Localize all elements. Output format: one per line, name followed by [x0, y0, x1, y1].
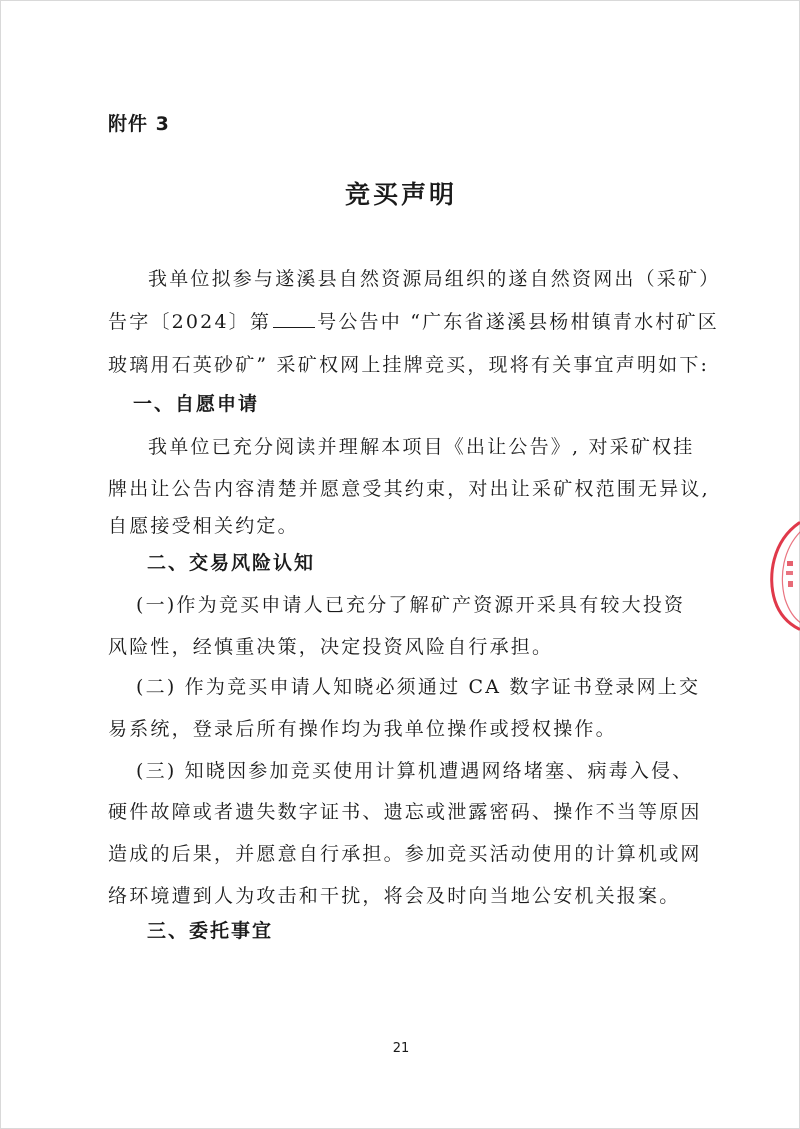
attachment-label: 附件 3 [108, 113, 170, 135]
intro-line-2-after: 号公告中 “广东省遂溪县杨柑镇青水村矿区 [317, 311, 719, 333]
intro-line-2-before: 告字〔2024〕第 [108, 311, 272, 333]
document-title: 竞买声明 [344, 180, 457, 209]
section-2-item-1-line: (一)作为竞买申请人已充分了解矿产资源开采具有较大投资 [136, 594, 686, 616]
section-1-line: 我单位已充分阅读并理解本项目《出让公告》, 对采矿权挂 [148, 436, 695, 458]
section-2-heading: 二、交易风险认知 [147, 552, 316, 574]
section-2-item-3-line: (三) 知晓因参加竞买使用计算机遭遇网络堵塞、病毒入侵、 [136, 760, 694, 782]
section-2-item-1-line: 风险性，经慎重决策，决定投资风险自行承担。 [108, 636, 554, 658]
intro-line-2 [108, 307, 719, 334]
section-3-heading: 三、委托事宜 [147, 920, 274, 942]
section-1-line: 自愿接受相关约定。 [108, 515, 299, 537]
section-2-item-3-line: 络环境遭到人为攻击和干扰，将会及时向当地公安机关报案。 [108, 885, 681, 907]
section-1-heading: 一、自愿申请 [133, 393, 260, 415]
page-number: 21 [392, 1041, 410, 1056]
announcement-number-blank [273, 309, 315, 328]
section-2-item-3-line: 造成的后果，并愿意自行承担。参加竞买活动使用的计算机或网 [108, 843, 702, 865]
seal-stamp-icon [761, 521, 800, 631]
section-2-item-2-line: 易系统，登录后所有操作均为我单位操作或授权操作。 [108, 718, 617, 740]
section-1-line: 牌出让公告内容清楚并愿意受其约束，对出让采矿权范围无异议, [108, 478, 710, 500]
section-2-item-2-line: (二) 作为竞买申请人知晓必须通过 CA 数字证书登录网上交 [136, 676, 701, 698]
section-2-item-3-line: 硬件故障或者遗失数字证书、遗忘或泄露密码、操作不当等原因 [108, 801, 702, 823]
intro-line-3: 玻璃用石英砂矿” 采矿权网上挂牌竞买，现将有关事宜声明如下: [108, 354, 710, 376]
intro-line-1: 我单位拟参与遂溪县自然资源局组织的遂自然资网出（采矿） [148, 268, 721, 290]
